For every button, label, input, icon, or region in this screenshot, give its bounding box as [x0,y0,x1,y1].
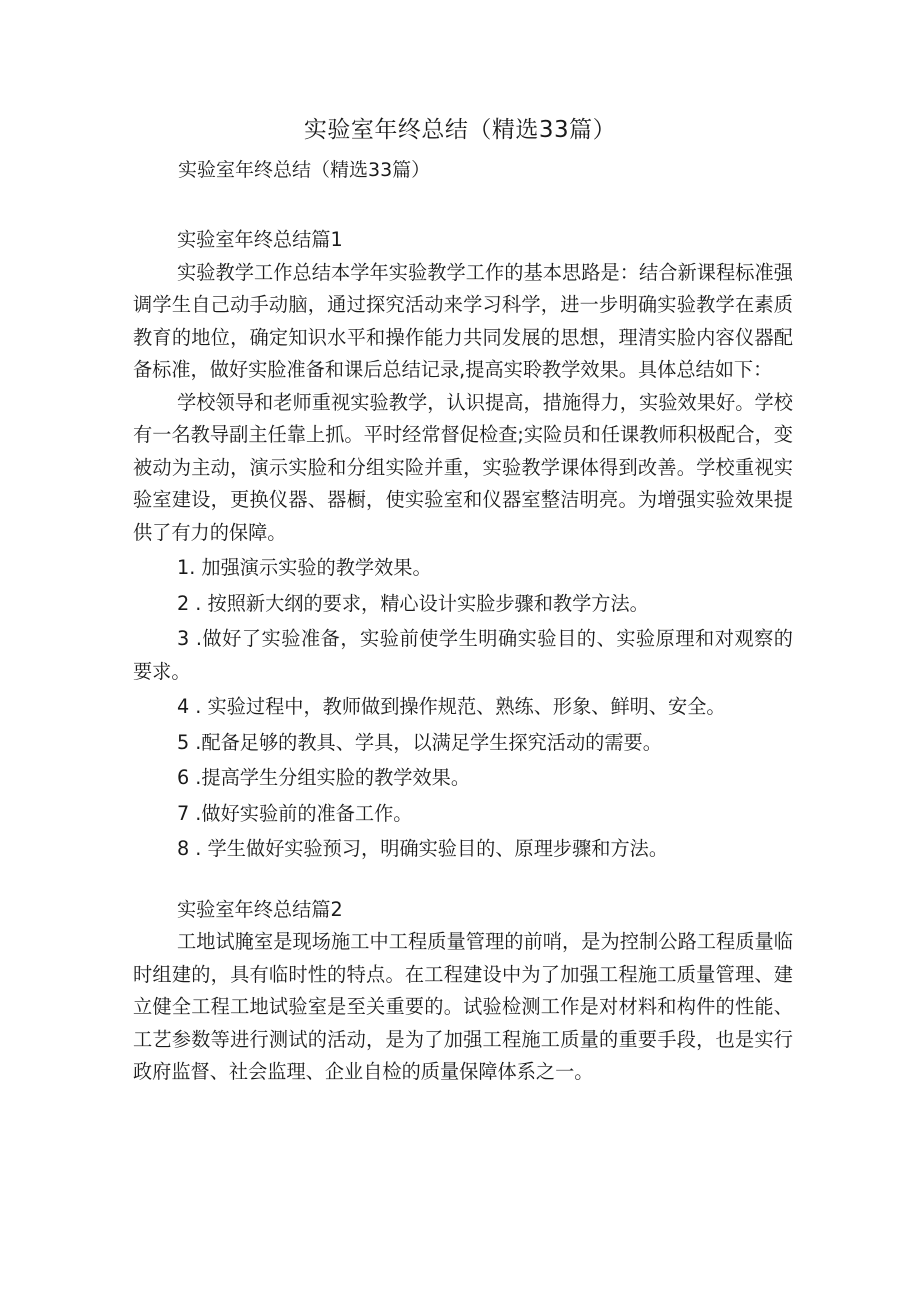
list-item: 7 .做好实验前的准备工作。 [177,801,413,825]
document-subtitle: 实验室年终总结（精选33篇） [178,159,431,181]
document-title: 实验室年终总结（精选33篇） [303,117,617,143]
document-body [133,224,793,1089]
list-item: 3 .做好了实验准备，实验前使学生明确实验目的、实验原理和对观察的要求。 [133,627,793,683]
body-paragraph: 实验教学工作总结本学年实验教学工作的基本思路是：结合新课程标准强调学生自己动手动脑，通过探究活动来学习科学，进一步明确实验教学在素质教育的地位，确定知识水平和操作能力共同发展的思想，理清实脸内容仪器配备标准，做好实脸准备和课后总结记录,提高实聆教学效果。具体总结如下： [133,260,793,381]
section-heading: 实验室年终总结篇2 [177,897,343,921]
body-paragraph: 工地试腌室是现场施工中工程质量管理的前哨，是为控制公路工程质量临时组建的，具有临时性的特点。在工程建设中为了加强工程施工质量管理、建立健全工程工地试验室是至关重要的。试验检测工作是对材料和构件的性能、工艺参数等进行测试的活动，是为了加强工程施工质量的重要手段，也是实行政府监督、社会监理、企业自检的质量保障体系之一。 [133,930,793,1083]
list-item: 6 .提高学生分组实脸的教学效果。 [177,766,471,789]
body-paragraph: 学校领导和老师重视实验教学，认识提高，措施得力，实验效果好。学校有一名教导副主任靠上抓。平时经常督促检查;实险员和任课教师积极配合，变被动为主动，演示实脸和分组实险并重，实验教学课体得到改善。学校重视实验室建设，更换仪器、器橱，使实验室和仪器室整洁明亮。为增强实验效果提供了有力的保障。 [133,390,793,544]
list-item: 4 . 实验过程中，教师做到操作规范、熟练、形象、鲜明、安全。 [177,695,726,718]
list-item: 2 . 按照新大纲的要求，精心设计实脸步骤和教学方法。 [177,591,649,615]
list-item: 1. 加强演示实验的教学效果。 [177,556,432,579]
section-heading: 实验室年终总结篇1 [177,228,343,251]
list-item: 5 .配备足够的教具、学具，以满足学生探究活动的需要。 [177,730,662,754]
section-spacer [133,866,793,894]
list-item: 8 . 学生做好实验预习，明确实验目的、原理步骤和方法。 [177,837,669,860]
